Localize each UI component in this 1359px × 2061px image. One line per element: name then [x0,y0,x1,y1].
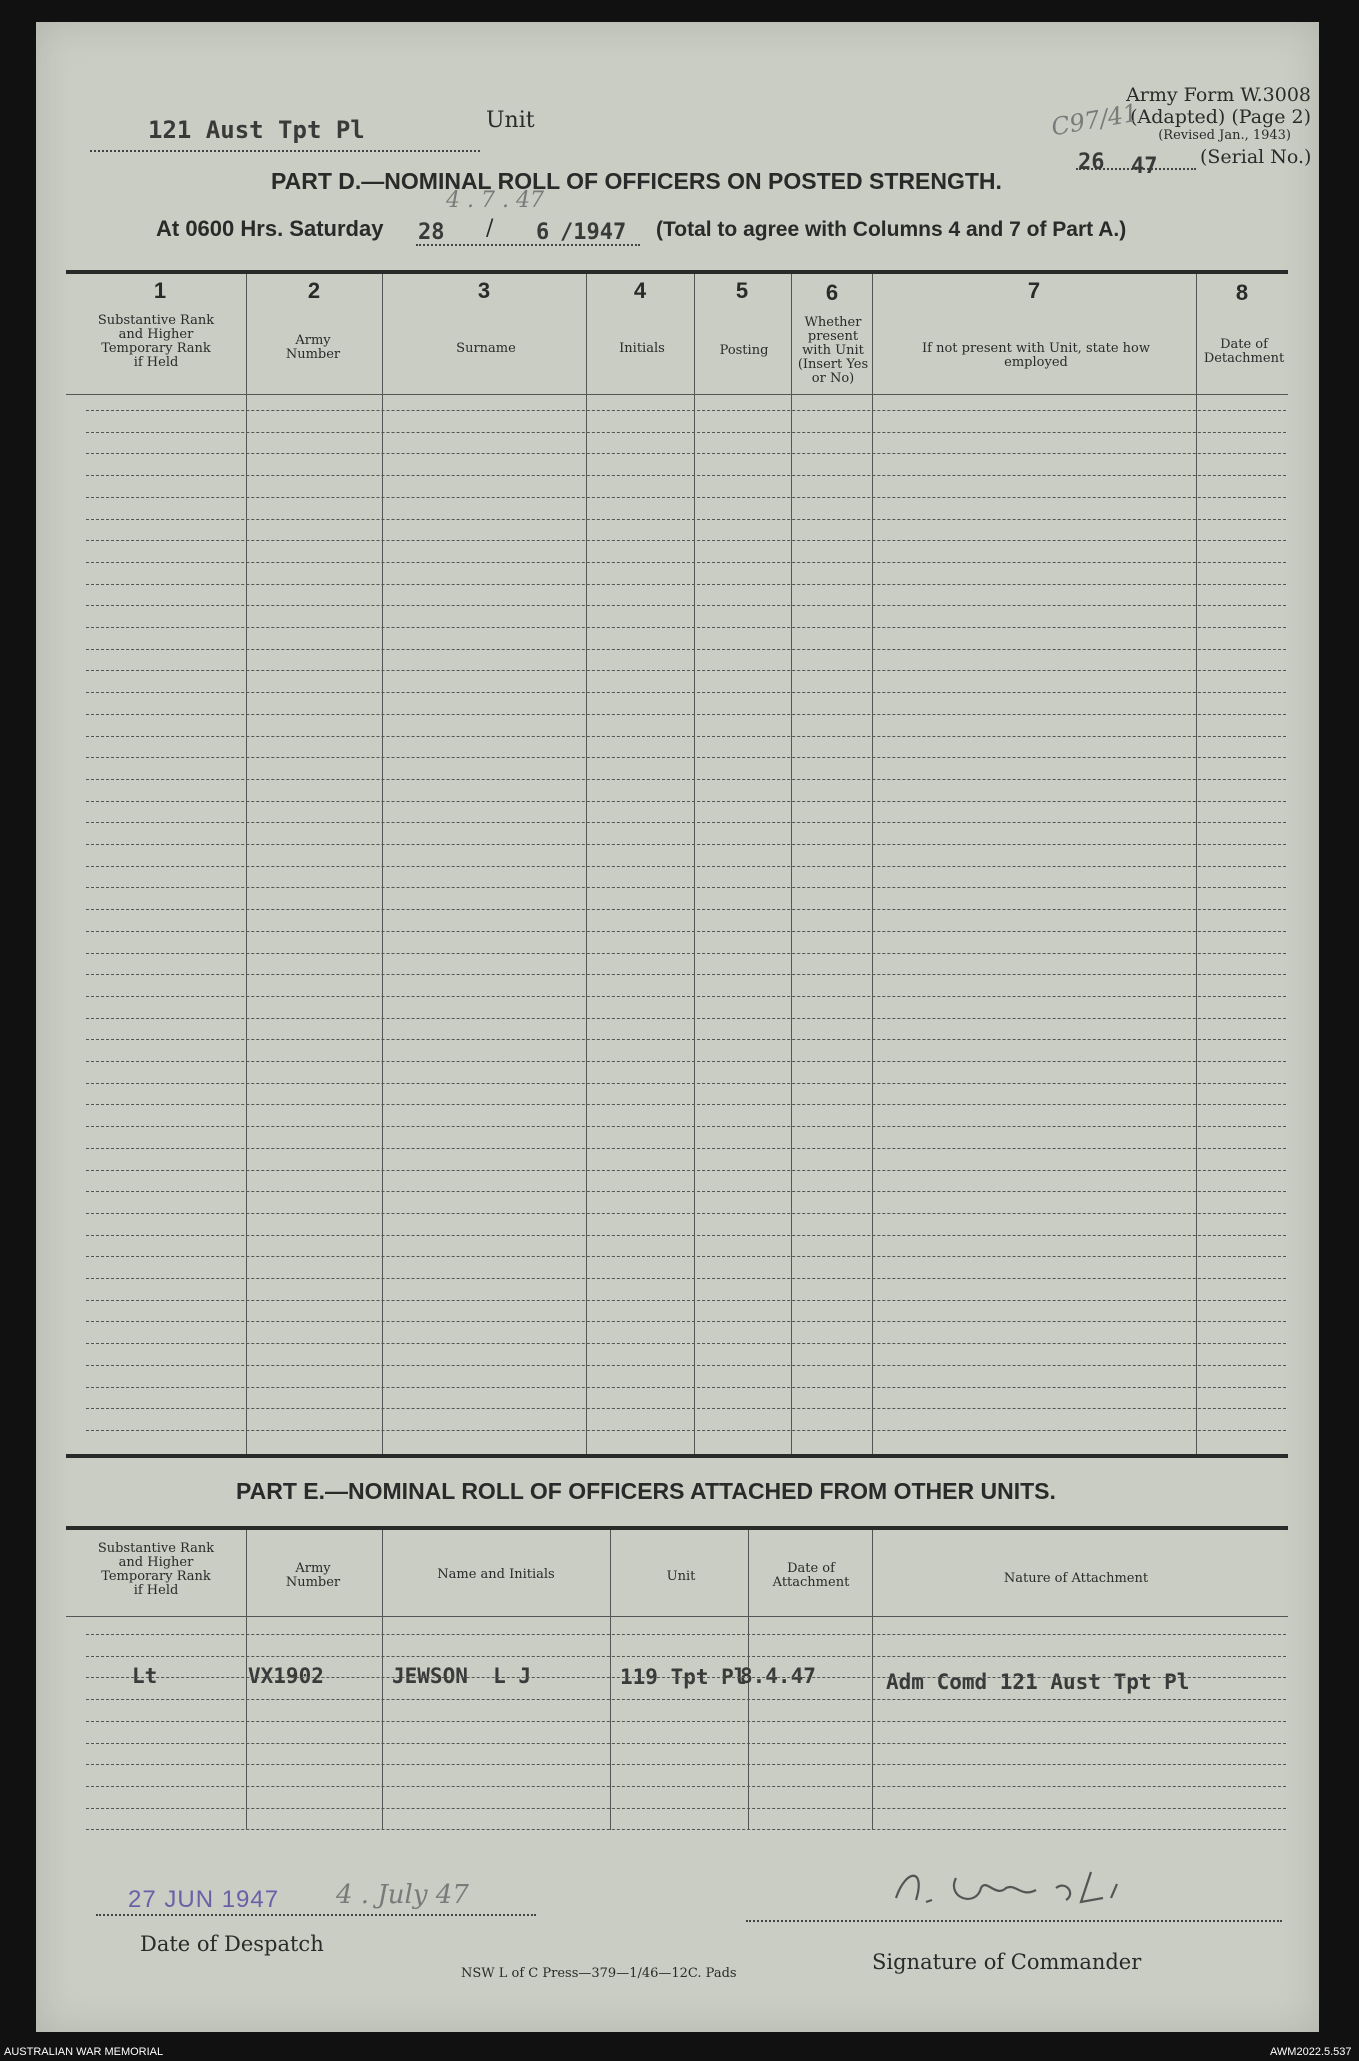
col-num-2: 2 [307,278,321,303]
col-head-6: Whether present with Unit (Insert Yes or No) [797,315,869,386]
part-d-row-line [86,1408,1286,1409]
part-d-row-line [86,1018,1286,1019]
pe-head-3: Name and Initials [437,1567,555,1582]
part-e-top-rule [66,1526,1288,1530]
part-d-row-line [86,453,1286,454]
part-d-row-line [86,931,1286,932]
part-d-row-line [86,1343,1286,1344]
part-e-row-line [86,1656,1286,1657]
pe-head-4: Unit [666,1569,696,1584]
part-d-row-line [86,1039,1286,1040]
part-e-row-line [86,1699,1286,1700]
serial-handwritten: C97/41 [1049,98,1141,142]
pe-head-1: Substantive Rank and Higher Temporary Rank if Held [97,1541,215,1598]
part-d-row-line [86,1148,1286,1149]
part-d-top-rule [66,270,1288,274]
date-month: 6 [536,220,550,245]
pe-row-army-number: VX1902 [248,1664,324,1688]
part-d-row-line [86,1083,1286,1084]
part-d-row-line [86,692,1286,693]
part-d-row-line [86,1061,1286,1062]
part-d-row-line [86,1191,1286,1192]
unit-label: Unit [486,108,535,133]
part-d-row-line [86,649,1286,650]
col-num-7: 7 [1027,278,1041,303]
part-d-row-line [86,866,1286,867]
date-day: 28 [418,220,445,245]
form-revised: (Revised Jan., 1943) [1158,128,1291,143]
part-d-row-line [86,953,1286,954]
part-d-row-line [86,1430,1286,1431]
part-d-row-line [86,1278,1286,1279]
part-e-title: PART E.—NOMINAL ROLL OF OFFICERS ATTACHED FROM OTHER UNITS. [236,1478,1056,1504]
pe-head-6: Nature of Attachment [1003,1571,1149,1586]
part-e-row-line [86,1721,1286,1722]
commander-signature [886,1858,1146,1918]
col-num-1: 1 [153,278,167,303]
part-d-row-line [86,497,1286,498]
pe-row-date: 8.4.47 [740,1664,816,1688]
form-paper [36,22,1319,2032]
col-num-6: 6 [825,280,839,305]
part-d-row-line [86,974,1286,975]
serial-typed: 26 [1078,150,1105,175]
part-d-row-line [86,519,1286,520]
part-d-row-line [86,432,1286,433]
date-handwritten: 4 . 7 . 47 [446,188,544,213]
pe-row-nature: Adm Comd 121 Aust Tpt Pl [886,1670,1190,1694]
part-d-bottom-rule [66,1454,1288,1458]
col-head-4: Initials [619,341,665,356]
pe-head-2: Army Number [285,1561,341,1590]
col-head-2: Army Number [285,333,341,362]
part-d-row-line [86,779,1286,780]
part-d-row-line [86,1104,1286,1105]
unit-value: 121 Aust Tpt Pl [148,116,365,144]
part-d-row-line [86,410,1286,411]
press-note: NSW L of C Press—379—1/46—12C. Pads [461,1966,737,1981]
part-d-row-line [86,801,1286,802]
col-head-8: Date of Detachment [1203,337,1285,366]
col-head-3: Surname [456,341,516,356]
serial-label: (Serial No.) [1200,146,1312,168]
pd-col-div-1 [246,274,247,1454]
col-num-3: 3 [477,278,491,303]
col-num-4: 4 [633,278,647,303]
part-d-row-line [86,1300,1286,1301]
part-d-row-line [86,909,1286,910]
pd-col-div-4 [694,274,695,1454]
col-head-7: If not present with Unit, state how employed [922,341,1150,370]
part-d-row-line [86,584,1286,585]
part-d-row-line [86,736,1286,737]
part-d-row-line [86,1126,1286,1127]
part-d-row-line [86,627,1286,628]
part-d-row-line [86,670,1286,671]
part-e-row-line [86,1786,1286,1787]
part-d-row-line [86,1170,1286,1171]
date-year: /1947 [560,220,627,245]
part-d-row-line [86,1365,1286,1366]
part-d-row-line [86,714,1286,715]
part-d-row-line [86,540,1286,541]
pe-row-name: JEWSON L J [392,1664,532,1688]
part-d-row-line [86,475,1286,476]
part-d-row-line [86,1235,1286,1236]
part-d-row-line [86,1321,1286,1322]
serial-year: 47 [1131,154,1158,179]
part-e-row-line [86,1764,1286,1765]
pd-header-rule [66,394,1288,395]
part-d-row-line [86,1213,1286,1214]
despatch-stamp: 27 JUN 1947 [128,1886,280,1913]
archive-footer-left: AUSTRALIAN WAR MEMORIAL [4,2046,164,2058]
part-d-row-line [86,562,1286,563]
part-d-row-line [86,1387,1286,1388]
part-e-row-line [86,1743,1286,1744]
signature-label: Signature of Commander [872,1950,1142,1974]
col-head-5: Posting [719,343,769,358]
part-e-row-line [86,1677,1286,1678]
col-num-8: 8 [1235,280,1249,305]
part-e-row-line [86,1808,1286,1809]
part-d-row-line [86,887,1286,888]
pe-header-rule [66,1616,1288,1617]
form-adapted: (Adapted) (Page 2) [1130,106,1311,128]
part-d-row-line [86,1256,1286,1257]
part-e-row-line [86,1634,1286,1635]
pd-col-div-2 [382,274,383,1454]
pd-col-div-7 [1196,274,1197,1454]
part-d-row-line [86,844,1286,845]
pd-col-div-5 [791,274,792,1454]
despatch-handwritten: 4 . July 47 [336,1880,469,1910]
part-d-title: PART D.—NOMINAL ROLL OF OFFICERS ON POSTED STRENGTH. [271,168,1002,194]
at-label: At 0600 Hrs. Saturday [156,216,384,241]
part-e-row-line [86,1829,1286,1830]
part-d-row-line [86,757,1286,758]
archive-footer-right: AWM2022.5.537 [1270,2046,1352,2058]
pe-row-unit: 119 Tpt Pl [620,1665,747,1689]
col-head-1: Substantive Rank and Higher Temporary Rank if Held [97,313,215,370]
despatch-label: Date of Despatch [140,1932,324,1956]
part-d-row-line [86,822,1286,823]
part-d-row-line [86,996,1286,997]
col-num-5: 5 [735,278,749,303]
pe-row-rank: Lt [132,1664,158,1688]
date-sep: / [486,216,494,241]
pd-col-div-6 [872,274,873,1454]
form-number: Army Form W.3008 [1126,84,1311,106]
pd-col-div-3 [586,274,587,1454]
total-note: (Total to agree with Columns 4 and 7 of Part A.) [656,218,1127,241]
pe-head-5: Date of Attachment [772,1561,850,1590]
part-d-row-line [86,605,1286,606]
